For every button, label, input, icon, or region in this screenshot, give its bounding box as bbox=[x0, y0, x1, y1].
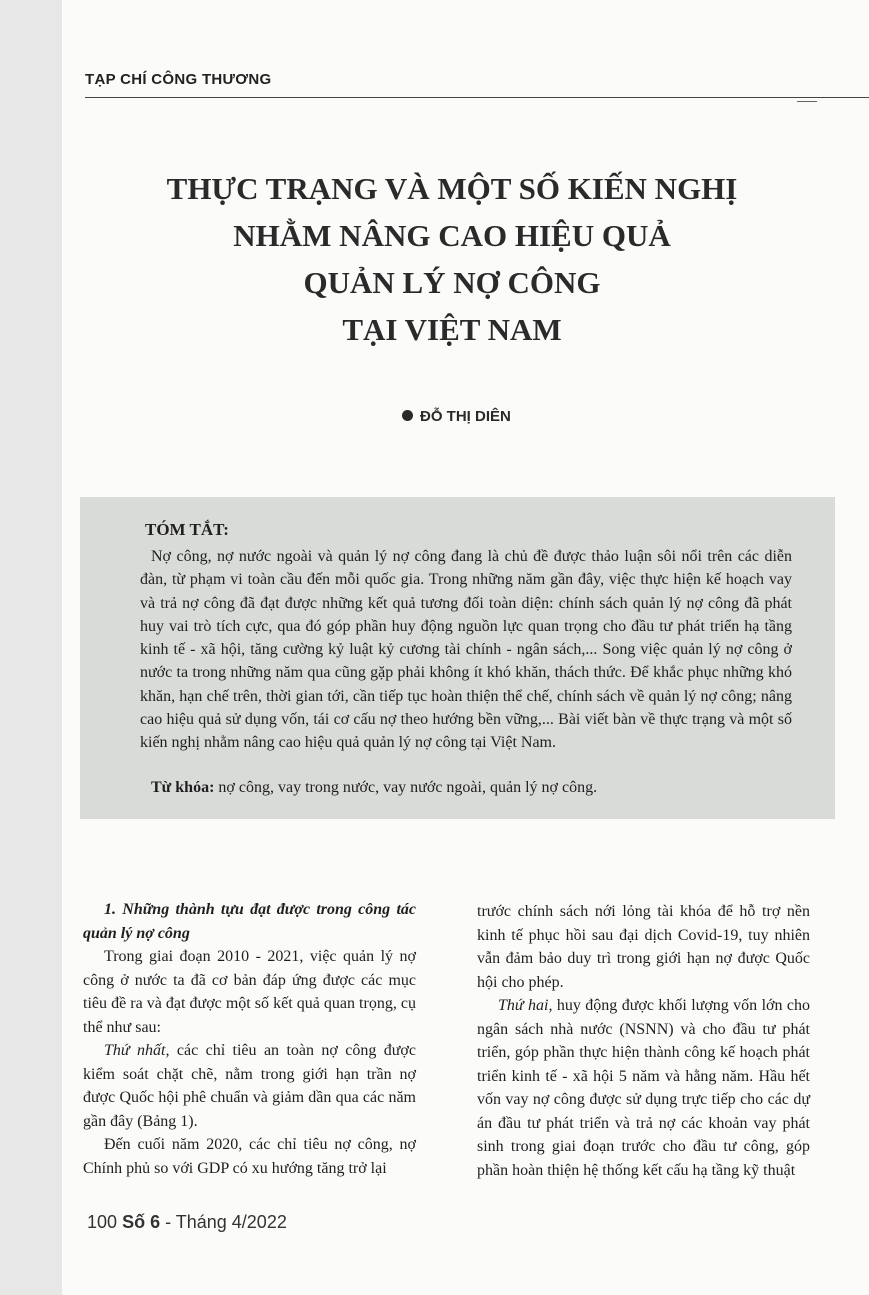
title-line: NHẰM NÂNG CAO HIỆU QUẢ bbox=[233, 218, 671, 253]
header-rule bbox=[85, 97, 869, 98]
left-column bbox=[83, 898, 416, 1180]
right-column bbox=[477, 900, 810, 1182]
title-line: QUẢN LÝ NỢ CÔNG bbox=[303, 265, 601, 300]
keywords-list: nợ công, vay trong nước, vay nước ngoài, quản lý nợ công. bbox=[214, 779, 598, 796]
issue-number: Số 6 bbox=[122, 1212, 161, 1232]
page-number: 100 bbox=[87, 1212, 118, 1232]
author-name: ĐỖ THỊ DIÊN bbox=[420, 408, 511, 425]
journal-page bbox=[62, 0, 869, 1295]
bullet-icon bbox=[402, 410, 413, 421]
page-footer bbox=[87, 1212, 287, 1233]
title-line: THỰC TRẠNG VÀ MỘT SỐ KIẾN NGHỊ bbox=[166, 171, 738, 206]
paragraph: Đến cuối năm 2020, các chỉ tiêu nợ công, nợ Chính phủ so với GDP có xu hướng tăng trở lại bbox=[83, 1136, 416, 1177]
abstract-heading: TÓM TẮT: bbox=[145, 520, 229, 539]
paragraph bbox=[477, 994, 810, 1182]
abstract-text bbox=[140, 545, 792, 755]
paragraph: trước chính sách nới lỏng tài khóa để hỗ trợ nền kinh tế phục hồi sau đại dịch Covid-19, tuy nhiên vẫn đảm bảo duy trì trong giới hạn nợ được Quốc hội cho phép. bbox=[477, 903, 810, 991]
issue-date: - Tháng 4/2022 bbox=[160, 1212, 287, 1232]
abstract-body: Nợ công, nợ nước ngoài và quản lý nợ công đang là chủ đề được thảo luận sôi nổi trên các diễn đàn, từ phạm vi toàn cầu đến mỗi quốc gia. Trong những năm gần đây, việc thực hiện kế hoạch vay và trả nợ công đã đạt được những kết quả tương đối toàn diện: chính sách quản lý nợ công đã phát huy vai trò tích cực, qua đó góp phần huy động nguồn lực quan trọng cho đầu tư phát triển hạ tầng kinh tế - xã hội, tăng cường kỷ luật kỷ cương tài chính - ngân sách,... Song việc quản lý nợ công ở nước ta trong những năm qua cũng gặp phải không ít khó khăn, thách thức. Để khắc phục những khó khăn, hạn chế trên, thời gian tới, cần tiếp tục hoàn thiện thể chế, chính sách về quản lý nợ công; nâng cao hiệu quả sử dụng vốn, tái cơ cấu nợ theo hướng bền vững,... Bài viết bàn về thực trạng và một số kiến nghị nhằm nâng cao hiệu quả quản lý nợ công tại Việt Nam. bbox=[140, 548, 792, 752]
article-title bbox=[102, 165, 802, 353]
paragraph: Trong giai đoạn 2010 - 2021, việc quản lý nợ công ở nước ta đã cơ bản đáp ứng được các mục tiêu đề ra và đạt được một số kết quả quan trọng, cụ thể như sau: bbox=[83, 948, 416, 1036]
author-line bbox=[402, 408, 511, 425]
paragraph-text: các chỉ tiêu an toàn nợ công được kiểm soát chặt chẽ, nằm trong giới hạn trần nợ được Quốc hội phê chuẩn và giảm dần qua các năm gần đây (Bảng 1). bbox=[83, 1042, 416, 1130]
title-line: TẠI VIỆT NAM bbox=[342, 312, 562, 347]
keywords bbox=[151, 779, 597, 797]
paragraph bbox=[83, 1039, 416, 1133]
section-heading: 1. Những thành tựu đạt được trong công tác quản lý nợ công bbox=[83, 901, 416, 942]
keywords-label: Từ khóa: bbox=[151, 779, 215, 796]
paragraph-lead: Thứ nhất, bbox=[104, 1042, 170, 1059]
journal-name: TẠP CHÍ CÔNG THƯƠNG bbox=[85, 71, 272, 88]
header-rule-tick bbox=[797, 101, 817, 102]
abstract-box bbox=[80, 497, 835, 819]
paragraph-text: huy động được khối lượng vốn lớn cho ngân sách nhà nước (NSNN) và cho đầu tư phát triển, góp phần thực hiện thành công kế hoạch phát triển kinh tế - xã hội 5 năm và hằng năm. Hầu hết vốn vay nợ công được sử dụng trực tiếp cho các dự án đầu tư phát triển và trả nợ các khoản vay phát sinh trong giai đoạn trước cho đầu tư công, góp phần hoàn thiện hệ thống kết cấu hạ tầng kỹ thuật bbox=[477, 997, 810, 1179]
paragraph-lead: Thứ hai, bbox=[498, 997, 553, 1014]
